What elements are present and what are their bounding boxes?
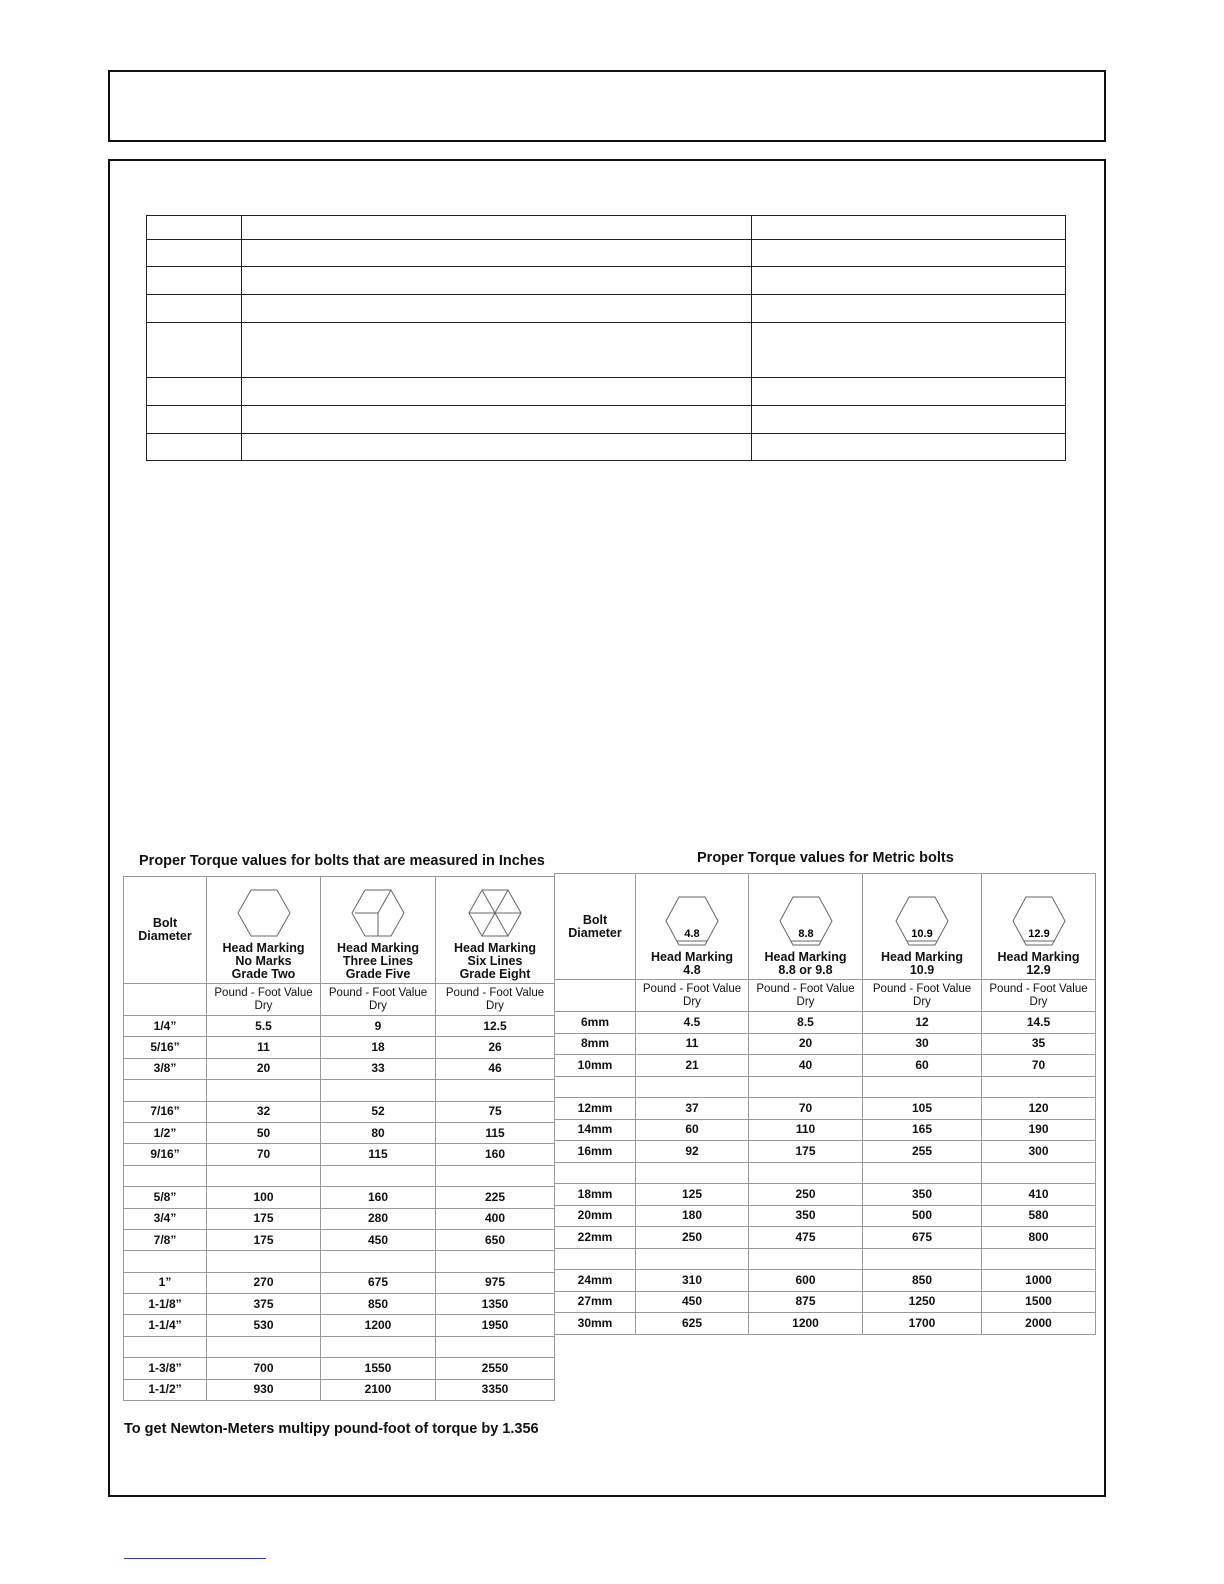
torque-value-cell: 4.5 bbox=[636, 1012, 749, 1034]
metric-torque-table bbox=[554, 873, 1096, 1335]
torque-value-cell: 600 bbox=[749, 1270, 863, 1292]
table-row bbox=[124, 1101, 555, 1122]
table-row bbox=[124, 1272, 555, 1293]
svg-text:10.9: 10.9 bbox=[911, 928, 933, 940]
torque-value-cell: 175 bbox=[207, 1208, 321, 1229]
bolt-size-cell: 18mm bbox=[555, 1184, 636, 1206]
torque-value-cell: 120 bbox=[982, 1098, 1096, 1120]
torque-value-cell: 625 bbox=[636, 1313, 749, 1335]
bolt-size-cell: 27mm bbox=[555, 1291, 636, 1313]
conversion-note: To get Newton-Meters multipy pound-foot of torque by 1.356 bbox=[124, 1421, 539, 1437]
torque-value-cell: 375 bbox=[207, 1294, 321, 1315]
torque-value-cell: 850 bbox=[863, 1270, 982, 1292]
table-row bbox=[555, 1227, 1096, 1249]
torque-value-cell: 1000 bbox=[982, 1270, 1096, 1292]
torque-value-cell: 650 bbox=[436, 1229, 555, 1250]
metric-unit-row bbox=[555, 980, 1096, 1012]
unit-cell: Pound - Foot Value Dry bbox=[636, 980, 749, 1012]
torque-value-cell: 50 bbox=[207, 1122, 321, 1143]
torque-value-cell bbox=[636, 1162, 749, 1184]
torque-value-cell: 180 bbox=[636, 1205, 749, 1227]
torque-value-cell: 300 bbox=[982, 1141, 1096, 1163]
torque-value-cell: 110 bbox=[749, 1119, 863, 1141]
grade-eight-header: Head Marking Six Lines Grade Eight bbox=[436, 877, 555, 984]
bolt-size-cell: 3/4” bbox=[124, 1208, 207, 1229]
torque-value-cell bbox=[636, 1076, 749, 1098]
hex-six-lines-icon bbox=[468, 888, 522, 938]
torque-value-cell: 250 bbox=[749, 1184, 863, 1206]
torque-value-cell bbox=[436, 1080, 555, 1101]
grade-two-header: Head Marking No Marks Grade Two bbox=[207, 877, 321, 984]
torque-value-cell: 33 bbox=[321, 1058, 436, 1079]
torque-value-cell: 70 bbox=[982, 1055, 1096, 1077]
torque-value-cell: 280 bbox=[321, 1208, 436, 1229]
torque-value-cell: 475 bbox=[749, 1227, 863, 1249]
torque-value-cell: 35 bbox=[982, 1033, 1096, 1055]
bolt-size-cell: 5/8” bbox=[124, 1187, 207, 1208]
bolt-size-cell: 10mm bbox=[555, 1055, 636, 1077]
torque-value-cell: 12 bbox=[863, 1012, 982, 1034]
torque-value-cell: 1700 bbox=[863, 1313, 982, 1335]
torque-value-cell: 350 bbox=[749, 1205, 863, 1227]
bolt-size-cell: 7/8” bbox=[124, 1229, 207, 1250]
torque-value-cell: 1200 bbox=[749, 1313, 863, 1335]
torque-value-cell: 1950 bbox=[436, 1315, 555, 1336]
inch-header-row bbox=[124, 877, 555, 984]
table-row bbox=[555, 1033, 1096, 1055]
torque-value-cell bbox=[749, 1076, 863, 1098]
torque-value-cell: 175 bbox=[749, 1141, 863, 1163]
torque-value-cell: 100 bbox=[207, 1187, 321, 1208]
svg-text:12.9: 12.9 bbox=[1027, 928, 1050, 940]
table-row bbox=[555, 1098, 1096, 1120]
torque-value-cell: 3350 bbox=[436, 1379, 555, 1400]
bolt-size-cell bbox=[555, 1076, 636, 1098]
torque-value-cell: 250 bbox=[636, 1227, 749, 1249]
torque-value-cell: 2100 bbox=[321, 1379, 436, 1400]
torque-value-cell bbox=[749, 1248, 863, 1270]
bolt-size-cell bbox=[124, 1165, 207, 1186]
bolt-size-cell bbox=[555, 1162, 636, 1184]
bolt-size-cell: 16mm bbox=[555, 1141, 636, 1163]
torque-value-cell bbox=[863, 1248, 982, 1270]
hex-three-lines-icon bbox=[351, 888, 405, 938]
bolt-size-cell bbox=[124, 1080, 207, 1101]
torque-value-cell: 410 bbox=[982, 1184, 1096, 1206]
torque-value-cell: 1250 bbox=[863, 1291, 982, 1313]
table-row bbox=[124, 1037, 555, 1058]
table-row bbox=[124, 1358, 555, 1379]
table-row bbox=[555, 1012, 1096, 1034]
torque-value-cell: 800 bbox=[982, 1227, 1096, 1249]
bolt-size-cell: 1/4” bbox=[124, 1016, 207, 1037]
grade-10-9-header: 10.9 Head Marking 10.9 bbox=[863, 874, 982, 980]
unit-cell: Pound - Foot Value Dry bbox=[863, 980, 982, 1012]
torque-value-cell: 165 bbox=[863, 1119, 982, 1141]
bolt-size-cell: 1-1/2” bbox=[124, 1379, 207, 1400]
svg-text:4.8: 4.8 bbox=[684, 928, 700, 940]
torque-value-cell bbox=[436, 1165, 555, 1186]
table-row bbox=[124, 1294, 555, 1315]
torque-value-cell: 530 bbox=[207, 1315, 321, 1336]
torque-value-cell: 1500 bbox=[982, 1291, 1096, 1313]
bolt-size-cell: 8mm bbox=[555, 1033, 636, 1055]
table-row bbox=[555, 1055, 1096, 1077]
torque-value-cell: 2550 bbox=[436, 1358, 555, 1379]
metric-header-row bbox=[555, 874, 1096, 980]
bolt-size-cell: 1” bbox=[124, 1272, 207, 1293]
footer-link-underline bbox=[124, 1558, 266, 1559]
table-row bbox=[124, 1122, 555, 1143]
torque-value-cell: 20 bbox=[749, 1033, 863, 1055]
torque-value-cell bbox=[636, 1248, 749, 1270]
table-row bbox=[124, 1336, 555, 1357]
torque-value-cell: 125 bbox=[636, 1184, 749, 1206]
hex-10-9-icon bbox=[894, 895, 950, 947]
torque-value-cell: 8.5 bbox=[749, 1012, 863, 1034]
torque-value-cell: 350 bbox=[863, 1184, 982, 1206]
bolt-size-cell bbox=[124, 1251, 207, 1272]
bolt-size-cell: 7/16” bbox=[124, 1101, 207, 1122]
table-row bbox=[124, 1165, 555, 1186]
bolt-size-cell: 6mm bbox=[555, 1012, 636, 1034]
torque-value-cell: 60 bbox=[863, 1055, 982, 1077]
table-row bbox=[124, 1315, 555, 1336]
torque-value-cell: 160 bbox=[436, 1144, 555, 1165]
torque-value-cell: 60 bbox=[636, 1119, 749, 1141]
grade-12-9-header: 12.9 Head Marking 12.9 bbox=[982, 874, 1096, 980]
torque-value-cell bbox=[207, 1165, 321, 1186]
unit-cell: Pound - Foot Value Dry bbox=[749, 980, 863, 1012]
metric-table-caption: Proper Torque values for Metric bolts bbox=[697, 850, 954, 866]
torque-value-cell: 255 bbox=[863, 1141, 982, 1163]
table-row bbox=[124, 1208, 555, 1229]
table-row bbox=[555, 1076, 1096, 1098]
table-row bbox=[555, 1119, 1096, 1141]
torque-value-cell: 11 bbox=[636, 1033, 749, 1055]
torque-value-cell: 875 bbox=[749, 1291, 863, 1313]
torque-value-cell bbox=[321, 1080, 436, 1101]
bolt-size-cell: 22mm bbox=[555, 1227, 636, 1249]
unit-cell: Pound - Foot Value Dry bbox=[982, 980, 1096, 1012]
torque-value-cell: 400 bbox=[436, 1208, 555, 1229]
blank-spec-table bbox=[146, 215, 1066, 461]
bolt-size-cell: 12mm bbox=[555, 1098, 636, 1120]
torque-value-cell: 37 bbox=[636, 1098, 749, 1120]
table-row bbox=[555, 1270, 1096, 1292]
table-row bbox=[124, 1144, 555, 1165]
torque-value-cell: 5.5 bbox=[207, 1016, 321, 1037]
bolt-size-cell: 24mm bbox=[555, 1270, 636, 1292]
table-row bbox=[124, 1187, 555, 1208]
torque-value-cell: 225 bbox=[436, 1187, 555, 1208]
table-row bbox=[555, 1162, 1096, 1184]
bolt-size-cell: 14mm bbox=[555, 1119, 636, 1141]
torque-value-cell bbox=[321, 1251, 436, 1272]
bolt-size-cell: 1-1/4” bbox=[124, 1315, 207, 1336]
bolt-size-cell bbox=[555, 1248, 636, 1270]
bolt-diameter-header: Bolt Diameter bbox=[555, 874, 636, 980]
svg-text:8.8: 8.8 bbox=[797, 928, 814, 940]
hex-8-8-icon bbox=[778, 895, 834, 947]
torque-value-cell: 40 bbox=[749, 1055, 863, 1077]
torque-value-cell: 115 bbox=[436, 1122, 555, 1143]
table-row bbox=[124, 1229, 555, 1250]
torque-value-cell: 1200 bbox=[321, 1315, 436, 1336]
table-row bbox=[555, 1205, 1096, 1227]
torque-value-cell bbox=[436, 1336, 555, 1357]
torque-value-cell: 70 bbox=[207, 1144, 321, 1165]
hex-no-marks-icon bbox=[237, 888, 291, 938]
unit-cell: Pound - Foot Value Dry bbox=[436, 984, 555, 1016]
torque-value-cell: 450 bbox=[321, 1229, 436, 1250]
torque-value-cell: 310 bbox=[636, 1270, 749, 1292]
torque-value-cell: 270 bbox=[207, 1272, 321, 1293]
torque-value-cell: 21 bbox=[636, 1055, 749, 1077]
torque-value-cell bbox=[207, 1080, 321, 1101]
header-box bbox=[108, 70, 1106, 142]
torque-value-cell bbox=[436, 1251, 555, 1272]
torque-value-cell: 18 bbox=[321, 1037, 436, 1058]
table-row bbox=[124, 1080, 555, 1101]
torque-value-cell: 115 bbox=[321, 1144, 436, 1165]
table-row bbox=[555, 1184, 1096, 1206]
table-row bbox=[124, 1058, 555, 1079]
torque-value-cell: 500 bbox=[863, 1205, 982, 1227]
torque-value-cell: 30 bbox=[863, 1033, 982, 1055]
torque-value-cell: 32 bbox=[207, 1101, 321, 1122]
torque-value-cell: 675 bbox=[321, 1272, 436, 1293]
torque-value-cell: 14.5 bbox=[982, 1012, 1096, 1034]
table-row bbox=[124, 1251, 555, 1272]
torque-value-cell: 580 bbox=[982, 1205, 1096, 1227]
inch-unit-row bbox=[124, 984, 555, 1016]
torque-value-cell bbox=[321, 1336, 436, 1357]
inch-table-caption: Proper Torque values for bolts that are measured in Inches bbox=[139, 853, 545, 869]
torque-value-cell: 20 bbox=[207, 1058, 321, 1079]
bolt-size-cell: 30mm bbox=[555, 1313, 636, 1335]
grade-five-header: Head Marking Three Lines Grade Five bbox=[321, 877, 436, 984]
grade-8-8-header: 8.8 Head Marking 8.8 or 9.8 bbox=[749, 874, 863, 980]
torque-value-cell: 700 bbox=[207, 1358, 321, 1379]
torque-value-cell: 11 bbox=[207, 1037, 321, 1058]
bolt-size-cell: 9/16” bbox=[124, 1144, 207, 1165]
table-row bbox=[555, 1141, 1096, 1163]
table-row bbox=[555, 1313, 1096, 1335]
torque-value-cell: 12.5 bbox=[436, 1016, 555, 1037]
hex-4-8-icon bbox=[664, 895, 720, 947]
torque-value-cell: 80 bbox=[321, 1122, 436, 1143]
torque-value-cell: 675 bbox=[863, 1227, 982, 1249]
torque-value-cell: 92 bbox=[636, 1141, 749, 1163]
bolt-size-cell: 5/16” bbox=[124, 1037, 207, 1058]
torque-value-cell: 2000 bbox=[982, 1313, 1096, 1335]
torque-value-cell: 160 bbox=[321, 1187, 436, 1208]
bolt-size-cell: 1-3/8” bbox=[124, 1358, 207, 1379]
torque-value-cell: 175 bbox=[207, 1229, 321, 1250]
torque-value-cell bbox=[207, 1336, 321, 1357]
bolt-size-cell bbox=[124, 1336, 207, 1357]
torque-value-cell bbox=[863, 1076, 982, 1098]
inch-torque-table bbox=[123, 876, 555, 1401]
torque-value-cell bbox=[982, 1248, 1096, 1270]
unit-cell: Pound - Foot Value Dry bbox=[207, 984, 321, 1016]
torque-value-cell: 1350 bbox=[436, 1294, 555, 1315]
torque-value-cell: 46 bbox=[436, 1058, 555, 1079]
torque-value-cell: 26 bbox=[436, 1037, 555, 1058]
torque-value-cell bbox=[863, 1162, 982, 1184]
torque-value-cell: 190 bbox=[982, 1119, 1096, 1141]
hex-12-9-icon bbox=[1011, 895, 1067, 947]
bolt-size-cell: 3/8” bbox=[124, 1058, 207, 1079]
torque-value-cell: 850 bbox=[321, 1294, 436, 1315]
table-row bbox=[124, 1016, 555, 1037]
torque-value-cell: 9 bbox=[321, 1016, 436, 1037]
torque-value-cell bbox=[982, 1162, 1096, 1184]
grade-4-8-header: 4.8 Head Marking 4.8 bbox=[636, 874, 749, 980]
torque-value-cell: 105 bbox=[863, 1098, 982, 1120]
table-row bbox=[124, 1379, 555, 1400]
torque-value-cell bbox=[207, 1251, 321, 1272]
bolt-size-cell: 1/2” bbox=[124, 1122, 207, 1143]
torque-value-cell: 450 bbox=[636, 1291, 749, 1313]
torque-value-cell: 52 bbox=[321, 1101, 436, 1122]
table-row bbox=[555, 1248, 1096, 1270]
unit-cell: Pound - Foot Value Dry bbox=[321, 984, 436, 1016]
torque-value-cell: 975 bbox=[436, 1272, 555, 1293]
torque-value-cell: 70 bbox=[749, 1098, 863, 1120]
torque-value-cell: 1550 bbox=[321, 1358, 436, 1379]
torque-value-cell: 930 bbox=[207, 1379, 321, 1400]
torque-value-cell bbox=[982, 1076, 1096, 1098]
bolt-size-cell: 20mm bbox=[555, 1205, 636, 1227]
torque-value-cell: 75 bbox=[436, 1101, 555, 1122]
table-row bbox=[555, 1291, 1096, 1313]
bolt-diameter-header: Bolt Diameter bbox=[124, 877, 207, 984]
bolt-size-cell: 1-1/8” bbox=[124, 1294, 207, 1315]
torque-value-cell bbox=[321, 1165, 436, 1186]
torque-value-cell bbox=[749, 1162, 863, 1184]
